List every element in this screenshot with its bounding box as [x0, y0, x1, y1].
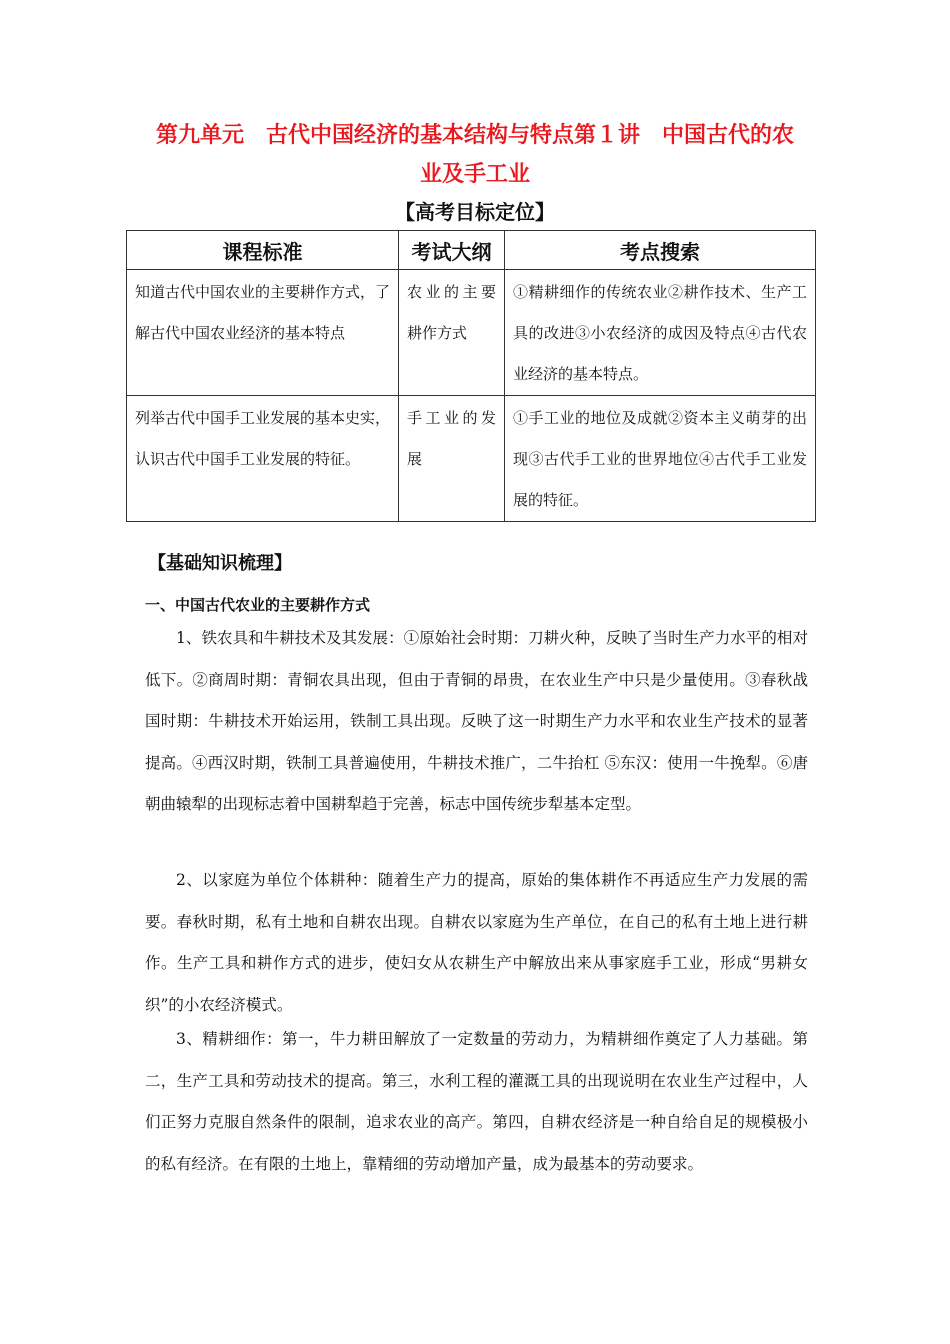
section-1-heading: 一、中国古代农业的主要耕作方式 — [145, 596, 371, 614]
table-header-syllabus: 考试大纲 — [399, 231, 505, 270]
table-header-standard: 课程标准 — [127, 231, 399, 270]
paragraph-1: 1、铁农具和牛耕技术及其发展：①原始社会时期：刀耕火种，反映了当时生产力水平的相对低下。②商周时期：青铜农具出现，但由于青铜的昂贵，在农业生产中只是少量使用。③春秋战国时期：牛耕技术开始运用，铁制工具出现。反映了这一时期生产力水平和农业生产技术的显著提高。④西汉时期，铁制工具普遍使用，牛耕技术推广，二牛抬杠 ⑤东汉：使用一牛挽犁。⑥唐朝曲辕犁的出现标志着中国耕犁趋于完善，标志中国传统步犁基本定型。 — [145, 629, 808, 813]
paragraph-3: 3、精耕细作：第一，牛力耕田解放了一定数量的劳动力，为精耕细作奠定了人力基础。第二，生产工具和劳动技术的提高。第三，水利工程的灌溉工具的出现说明在农业生产过程中，人们正努力克服自然条件的限制，追求农业的高产。第四，自耕农经济是一种自给自足的规模极小的私有经济。在有限的土地上，靠精细的劳动增加产量，成为最基本的劳动要求。 — [145, 1030, 808, 1173]
table-cell-search: ①手工业的地位及成就②资本主义萌芽的出现③古代手工业的世界地位④古代手工业发展的特征。 — [505, 396, 816, 522]
table-cell-search: ①精耕细作的传统农业②耕作技术、生产工具的改进③小农经济的成因及特点④古代农业经济的基本特点。 — [505, 270, 816, 396]
table-row — [127, 396, 816, 522]
document-title-line-2: 业及手工业 — [419, 162, 530, 187]
goal-heading: 【高考目标定位】 — [395, 200, 555, 224]
table-header-row — [127, 231, 816, 270]
knowledge-heading: 【基础知识梳理】 — [148, 553, 292, 574]
table-cell-syllabus: 农业的主要耕作方式 — [399, 270, 505, 396]
table-header-search: 考点搜索 — [505, 231, 816, 270]
table-cell-standard: 知道古代中国农业的主要耕作方式，了解古代中国农业经济的基本特点 — [127, 270, 399, 396]
document-title-line-1: 第九单元 古代中国经济的基本结构与特点第１讲 中国古代的农 — [155, 123, 794, 148]
table-row — [127, 270, 816, 396]
table-cell-standard: 列举古代中国手工业发展的基本史实，认识古代中国手工业发展的特征。 — [127, 396, 399, 522]
goals-table — [126, 230, 816, 522]
table-cell-syllabus: 手工业的发展 — [399, 396, 505, 522]
paragraph-2: 2、以家庭为单位个体耕种：随着生产力的提高，原始的集体耕作不再适应生产力发展的需要。春秋时期，私有土地和自耕农出现。自耕农以家庭为生产单位，在自己的私有土地上进行耕作。生产工具和耕作方式的进步，使妇女从农耕生产中解放出来从事家庭手工业，形成“男耕女织”的小农经济模式。 — [145, 871, 808, 1014]
